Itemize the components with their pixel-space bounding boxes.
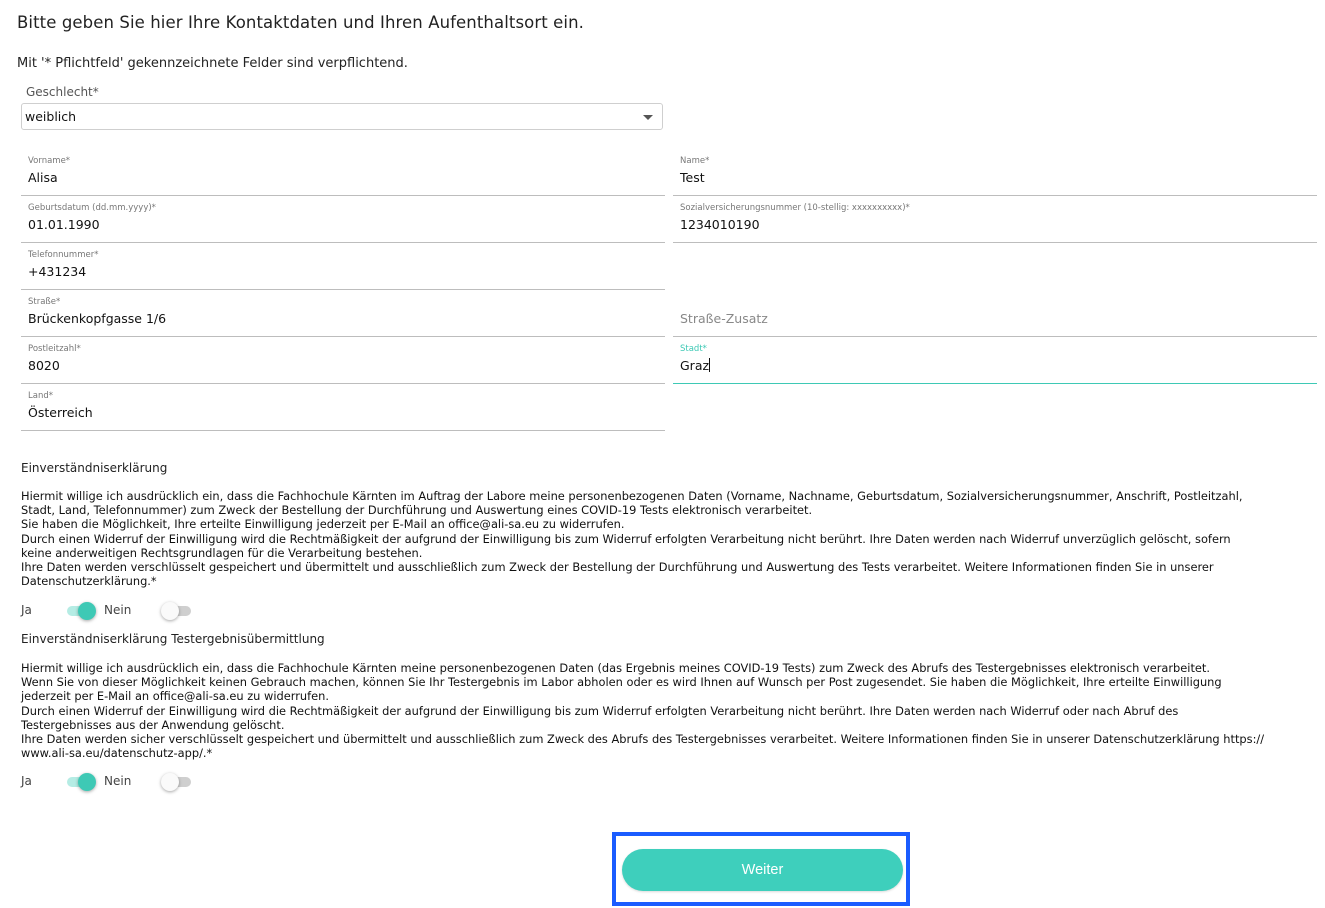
result-consent-line: www.ali-sa.eu/datenschutz-app/.* xyxy=(21,746,213,761)
stadt-field[interactable] xyxy=(673,338,1317,384)
chevron-down-icon xyxy=(643,115,653,120)
telefon-label: Telefonnummer* xyxy=(28,250,99,260)
consent-line: Durch einen Widerruf der Einwilligung wird die Rechtmäßigkeit der aufgrund der Einwilligung bis zum Widerruf erfolgten Verarbeitung nicht berührt. Ihre Daten werden nach Widerruf unverzüglich gelöscht, sofern xyxy=(21,531,1231,546)
name-label: Name* xyxy=(680,156,710,166)
result-consent-line: Ihre Daten werden sicher verschlüsselt gespeichert und übermittelt und ausschließlich zum Zweck des Abrufs des Testergebnisses verarbeitet. Weitere Informationen finden Sie in unserer Datenschutzerklärung https:// xyxy=(21,732,1265,747)
consent-choice xyxy=(21,600,321,622)
plz-field[interactable] xyxy=(21,338,665,384)
strasse-zusatz-field[interactable] xyxy=(673,291,1317,337)
plz-value: 8020 xyxy=(28,358,60,373)
consent-yes-toggle[interactable] xyxy=(65,602,95,620)
gender-value: weiblich xyxy=(25,109,77,124)
intro-text: Bitte geben Sie hier Ihre Kontaktdaten und Ihren Aufenthaltsort ein. xyxy=(17,13,584,32)
consent-yes-label: Ja xyxy=(21,603,32,617)
consent-line: Sie haben die Möglichkeit, Ihre erteilte Einwilligung jederzeit per E-Mail an office@ali-sa.eu zu widerrufen. xyxy=(21,517,625,532)
consent-line: keine anderweitigen Rechtsgrundlagen für die Verarbeitung bestehen. xyxy=(21,545,423,560)
result-consent-no-toggle[interactable] xyxy=(163,773,193,791)
svnr-label: Sozialversicherungsnummer (10-stellig: xxxxxxxxxx)* xyxy=(680,203,910,213)
vorname-value: Alisa xyxy=(28,170,58,185)
result-consent-no-label: Nein xyxy=(104,774,132,788)
result-consent-line: jederzeit per E-Mail an office@ali-sa.eu zu widerrufen. xyxy=(21,689,329,704)
telefon-field[interactable] xyxy=(21,244,665,290)
weiter-button[interactable]: Weiter xyxy=(622,849,903,891)
result-consent-title: Einverständniserklärung Testergebnisübermittlung xyxy=(21,632,325,646)
consent-text xyxy=(21,489,1281,588)
toggle-knob xyxy=(78,773,96,791)
consent-title: Einverständniserklärung xyxy=(21,461,168,475)
geburtsdatum-value: 01.01.1990 xyxy=(28,217,100,232)
consent-line: Ihre Daten werden verschlüsselt gespeichert und übermittelt und ausschließlich zum Zweck der Bestellung der Durchführung und Auswertung des Tests verarbeitet. Weitere Informationen finden Sie in unserer xyxy=(21,560,1214,575)
consent-line: Stadt, Land, Telefonnummer) zum Zweck der Bestellung der Durchführung und Auswertung eines COVID-19 Tests elektronisch verarbeitet. xyxy=(21,503,813,518)
consent-no-toggle[interactable] xyxy=(163,602,193,620)
toggle-knob xyxy=(78,602,96,620)
gender-select[interactable] xyxy=(21,103,663,130)
name-value: Test xyxy=(680,170,705,185)
result-consent-text xyxy=(21,661,1281,760)
geburtsdatum-field[interactable] xyxy=(21,197,665,243)
svnr-value: 1234010190 xyxy=(680,217,760,232)
strasse-zusatz-placeholder: Straße-Zusatz xyxy=(680,311,768,326)
consent-line: Datenschutzerklärung.* xyxy=(21,574,157,589)
result-consent-line: Testergebnisses aus der Anwendung gelöscht. xyxy=(21,717,285,732)
land-value: Österreich xyxy=(28,405,93,420)
telefon-value: +431234 xyxy=(28,264,87,279)
stadt-label: Stadt* xyxy=(680,344,707,354)
toggle-knob xyxy=(161,773,179,791)
svnr-field[interactable] xyxy=(673,197,1317,243)
toggle-knob xyxy=(161,602,179,620)
strasse-value: Brückenkopfgasse 1/6 xyxy=(28,311,167,326)
result-consent-choice xyxy=(21,771,321,793)
gender-label: Geschlecht* xyxy=(26,85,99,99)
consent-no-label: Nein xyxy=(104,603,132,617)
name-field[interactable] xyxy=(673,150,1317,196)
result-consent-yes-toggle[interactable] xyxy=(65,773,95,791)
land-field[interactable] xyxy=(21,385,665,431)
geburtsdatum-label: Geburtsdatum (dd.mm.yyyy)* xyxy=(28,203,156,213)
result-consent-line: Durch einen Widerruf der Einwilligung wird die Rechtmäßigkeit der aufgrund der Einwilligung bis zum Widerruf erfolgten Verarbeitung nicht berührt. Ihre Daten werden nach Widerruf oder nach Abruf des xyxy=(21,703,1179,718)
required-hint: Mit '* Pflichtfeld' gekennzeichnete Felder sind verpflichtend. xyxy=(17,56,408,71)
result-consent-yes-label: Ja xyxy=(21,774,32,788)
land-label: Land* xyxy=(28,391,53,401)
strasse-label: Straße* xyxy=(28,297,61,307)
strasse-field[interactable] xyxy=(21,291,665,337)
vorname-label: Vorname* xyxy=(28,156,71,166)
stadt-value: Graz xyxy=(680,358,710,373)
vorname-field[interactable] xyxy=(21,150,665,196)
text-caret xyxy=(709,358,710,372)
plz-label: Postleitzahl* xyxy=(28,344,81,354)
result-consent-line: Wenn Sie von dieser Möglichkeit keinen Gebrauch machen, können Sie Ihr Testergebnis im Labor abholen oder es wird Ihnen auf Wunsch per Post zugesendet. Sie haben die Möglichkeit, Ihre erteilte Einwilligung xyxy=(21,675,1222,690)
consent-line: Hiermit willige ich ausdrücklich ein, dass die Fachhochule Kärnten im Auftrag der Labore meine personenbezogenen Daten (Vorname, Nachname, Geburtsdatum, Sozialversicherungsnummer, Anschrift, Postleitzahl, xyxy=(21,489,1243,503)
stadt-value-wrap xyxy=(680,358,710,373)
result-consent-line: Hiermit willige ich ausdrücklich ein, dass die Fachhochule Kärnten meine personenbezogenen Daten (das Ergebnis meines COVID-19 Tests) zum Zweck des Abrufs des Testergebnisses elektronisch verarbeitet. xyxy=(21,661,1211,675)
